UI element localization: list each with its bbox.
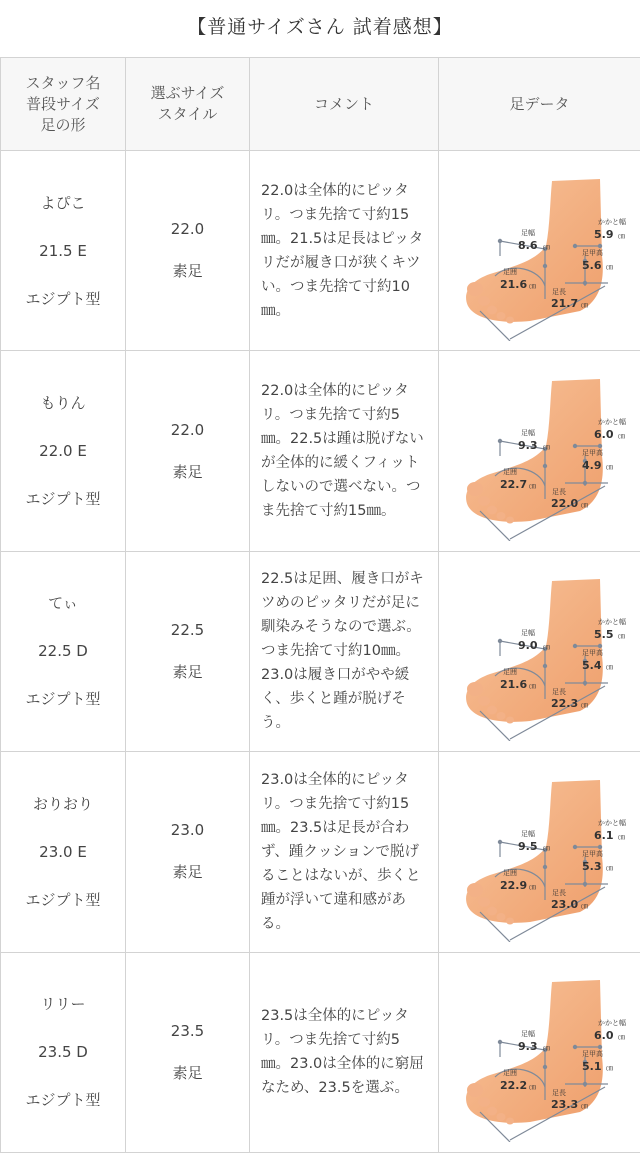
unit-girth: ㎝ [528,482,536,491]
staff-cell [1,351,126,551]
unit-instep: ㎝ [605,663,613,672]
usual-size: 22.5 D [38,642,88,661]
fit-table [0,57,640,1153]
toe-icon [478,296,490,306]
toe-icon [506,917,514,924]
header-foot-data: 足データ [439,58,640,151]
unit-instep: ㎝ [605,863,613,872]
label-heel-width: かかと幅 [597,618,626,627]
comment-cell: 23.0は全体的にピッタリ。つま先捨て寸約15㎜。23.5は足長が合わず、踵クッションで脱げることはないが、歩くと踵が浮いて違和感がある。 [250,752,439,952]
size-cell [126,952,250,1152]
unit-instep: ㎝ [605,463,613,472]
label-foot-length: 足長 [551,888,566,897]
toe-icon [506,517,514,524]
table-row [1,752,640,952]
label-instep: 足甲高 [581,1050,603,1059]
label-foot-width: 足幅 [520,429,535,438]
comment-cell: 22.0は全体的にピッタリ。つま先捨て寸約5㎜。22.5は踵は脱げないが全体的に緩くフィットしないので選べない。つま先捨て寸約15㎜。 [250,351,439,551]
foot-illustration [440,161,640,341]
unit-foot-width: ㎝ [542,843,550,852]
staff-name: よぴこ [40,193,86,212]
foot-illustration [440,962,640,1142]
chosen-size: 22.0 [170,220,205,239]
staff-name: てぃ [48,594,78,613]
value-foot-width: 8.6 [517,238,537,252]
value-heel-width: 5.5 [593,628,613,642]
value-foot-width: 9.3 [517,1040,537,1054]
chosen-size: 23.0 [170,821,205,840]
header-comment: コメント [250,58,439,151]
size-cell [126,752,250,952]
unit-foot-length: ㎝ [580,701,588,710]
toe-icon [478,696,490,706]
comment-cell: 22.5は足囲、履き口がキツめのピッタリだが足に馴染みそうなので選ぶ。つま先捨て寸約10㎜。23.0は履き口がやや緩く、歩くと踵が脱げそう。 [250,551,439,751]
label-foot-width: 足幅 [520,829,535,838]
unit-girth: ㎝ [528,281,536,290]
style-value: 素足 [172,863,203,882]
label-heel-width: かかと幅 [597,217,626,226]
unit-heel-width: ㎝ [617,832,625,841]
label-foot-width: 足幅 [520,1030,535,1039]
toe-icon [496,1113,505,1121]
chosen-size: 22.0 [170,420,205,439]
toe-icon [467,482,483,496]
label-foot-length: 足長 [551,1089,566,1098]
label-girth: 足囲 [502,267,517,276]
size-cell [126,351,250,551]
unit-foot-width: ㎝ [542,643,550,652]
label-instep: 足甲高 [581,449,603,458]
unit-foot-width: ㎝ [542,443,550,452]
foot-shape: エジプト型 [25,690,101,709]
label-instep: 足甲高 [581,248,603,257]
toe-icon [478,897,490,907]
size-cell [126,151,250,351]
value-foot-length: 23.0 [550,897,578,911]
unit-foot-length: ㎝ [580,300,588,309]
label-girth: 足囲 [502,668,517,677]
usual-size: 21.5 E [39,241,87,260]
value-girth: 21.6 [499,277,527,291]
toe-icon [506,316,514,323]
label-foot-length: 足長 [551,488,566,497]
foot-data-cell [439,151,640,351]
foot-illustration [440,762,640,942]
chosen-size: 22.5 [170,620,205,639]
page-title: 【普通サイズさん 試着感想】 [187,15,453,38]
table-row [1,551,640,751]
unit-foot-length: ㎝ [580,1102,588,1111]
usual-size: 22.0 E [39,442,87,461]
toe-icon [506,717,514,724]
value-instep: 5.4 [581,659,601,673]
label-girth: 足囲 [502,868,517,877]
style-value: 素足 [172,262,203,281]
toe-icon [487,305,497,314]
toe-icon [506,1118,514,1125]
staff-cell [1,551,126,751]
value-girth: 22.7 [499,478,527,492]
toe-icon [478,1097,490,1107]
toe-icon [496,913,505,921]
unit-foot-length: ㎝ [580,501,588,510]
unit-foot-width: ㎝ [542,242,550,251]
staff-name: おりおり [32,794,93,813]
unit-foot-width: ㎝ [542,1044,550,1053]
label-foot-length: 足長 [551,688,566,697]
staff-cell [1,151,126,351]
staff-name: もりん [40,394,86,413]
value-instep: 5.6 [581,258,601,272]
value-foot-length: 23.3 [550,1098,578,1112]
value-foot-width: 9.3 [517,439,537,453]
size-cell [126,551,250,751]
label-girth: 足囲 [502,1069,517,1078]
value-foot-length: 21.7 [550,296,578,310]
toe-icon [496,512,505,520]
table-row [1,151,640,351]
header-row [1,58,640,151]
foot-shape: エジプト型 [25,289,101,308]
unit-girth: ㎝ [528,682,536,691]
toe-icon [487,906,497,915]
usual-size: 23.0 E [39,842,87,861]
value-heel-width: 6.0 [593,1029,613,1043]
label-instep: 足甲高 [581,649,603,658]
staff-cell [1,952,126,1152]
foot-data-cell [439,752,640,952]
unit-heel-width: ㎝ [617,632,625,641]
table-row [1,351,640,551]
value-instep: 5.1 [581,1060,601,1074]
foot-shape: エジプト型 [25,890,101,909]
foot-data-cell [439,952,640,1152]
table-row [1,952,640,1152]
label-foot-width: 足幅 [520,629,535,638]
toe-icon [487,706,497,715]
header-staff: スタッフ名 普段サイズ 足の形 [1,58,126,151]
foot-data-cell [439,351,640,551]
comment-cell: 22.0は全体的にピッタリ。つま先捨て寸約15㎜。21.5は足長はピッタリだが履き口が狭くキツい。つま先捨て寸約10㎜。 [250,151,439,351]
staff-name: リリー [40,995,86,1014]
value-girth: 22.9 [499,878,527,892]
value-instep: 4.9 [581,459,601,473]
unit-instep: ㎝ [605,262,613,271]
unit-girth: ㎝ [528,882,536,891]
foot-illustration [440,361,640,541]
toe-icon [467,682,483,696]
toe-icon [487,506,497,515]
toe-icon [496,312,505,320]
value-foot-width: 9.5 [517,839,537,853]
comment-cell: 23.5は全体的にピッタリ。つま先捨て寸約5㎜。23.0は全体的に窮屈なため、23.5を選ぶ。 [250,952,439,1152]
header-size: 選ぶサイズ スタイル [126,58,250,151]
usual-size: 23.5 D [38,1043,88,1062]
chosen-size: 23.5 [170,1021,205,1040]
toe-icon [467,883,483,897]
unit-heel-width: ㎝ [617,1033,625,1042]
style-value: 素足 [172,462,203,481]
label-girth: 足囲 [502,468,517,477]
label-heel-width: かかと幅 [597,818,626,827]
value-heel-width: 6.0 [593,428,613,442]
foot-shape: エジプト型 [25,490,101,509]
value-heel-width: 5.9 [593,227,613,241]
unit-heel-width: ㎝ [617,432,625,441]
toe-icon [478,496,490,506]
value-instep: 5.3 [581,859,601,873]
toe-icon [467,282,483,296]
value-foot-width: 9.0 [517,639,537,653]
toe-icon [487,1107,497,1116]
toe-icon [496,712,505,720]
label-heel-width: かかと幅 [597,418,626,427]
label-heel-width: かかと幅 [597,1019,626,1028]
label-foot-width: 足幅 [520,228,535,237]
value-foot-length: 22.0 [550,497,578,511]
value-heel-width: 6.1 [593,828,613,842]
label-foot-length: 足長 [551,287,566,296]
foot-data-cell [439,551,640,751]
style-value: 素足 [172,1063,203,1082]
unit-instep: ㎝ [605,1064,613,1073]
foot-shape: エジプト型 [25,1091,101,1110]
toe-icon [467,1083,483,1097]
value-girth: 21.6 [499,678,527,692]
foot-illustration [440,561,640,741]
unit-foot-length: ㎝ [580,901,588,910]
label-instep: 足甲高 [581,849,603,858]
value-girth: 22.2 [499,1079,527,1093]
unit-girth: ㎝ [528,1083,536,1092]
staff-cell [1,752,126,952]
unit-heel-width: ㎝ [617,231,625,240]
value-foot-length: 22.3 [550,697,578,711]
style-value: 素足 [172,662,203,681]
